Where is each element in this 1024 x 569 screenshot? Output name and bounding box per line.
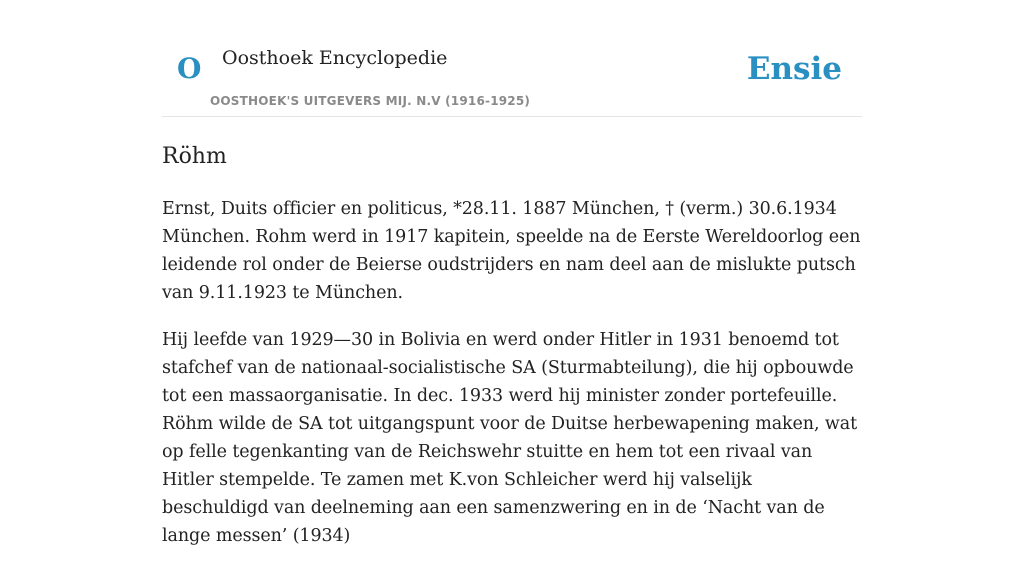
site-logo[interactable]: O [177, 52, 202, 85]
brand-logo-link[interactable]: Ensie [746, 51, 842, 87]
article-paragraph: Hij leefde van 1929—30 in Bolivia en werd onder Hitler in 1931 benoemd tot stafchef van de nationaal-socialistische SA (Sturmabteilung), die hij opbouwde tot een massaorganisatie. In dec. 1933 werd hij minister zonder portefeuille. Röhm wilde de SA tot uitgangspunt voor de Duitse herbewapening maken, wat op felle tegenkanting van de Reichswehr stuitte en hem tot een rivaal van Hitler stempelde. Te zamen met K.von Schleicher werd hij valselijk beschuldigd van deelneming aan een samenzwering en in de ‘Nacht van de lange messen’ (1934) [162, 330, 858, 546]
site-header [162, 0, 862, 117]
article-title: Röhm [162, 144, 227, 169]
article-body [162, 195, 862, 550]
content-container [162, 0, 862, 569]
article-paragraph: Ernst, Duits officier en politicus, *28.11. 1887 München, † (verm.) 30.6.1934 München. Rohm werd in 1917 kapitein, speelde na de Eerste Wereldoorlog een leidende rol onder de Beierse oudstrijders en nam deel aan de mislukte putsch van 9.11.1923 te München. [162, 199, 861, 303]
site-subtitle: OOSTHOEK'S UITGEVERS MIJ. N.V (1916-1925) [210, 94, 531, 108]
site-title-link[interactable]: Oosthoek Encyclopedie [222, 47, 448, 69]
